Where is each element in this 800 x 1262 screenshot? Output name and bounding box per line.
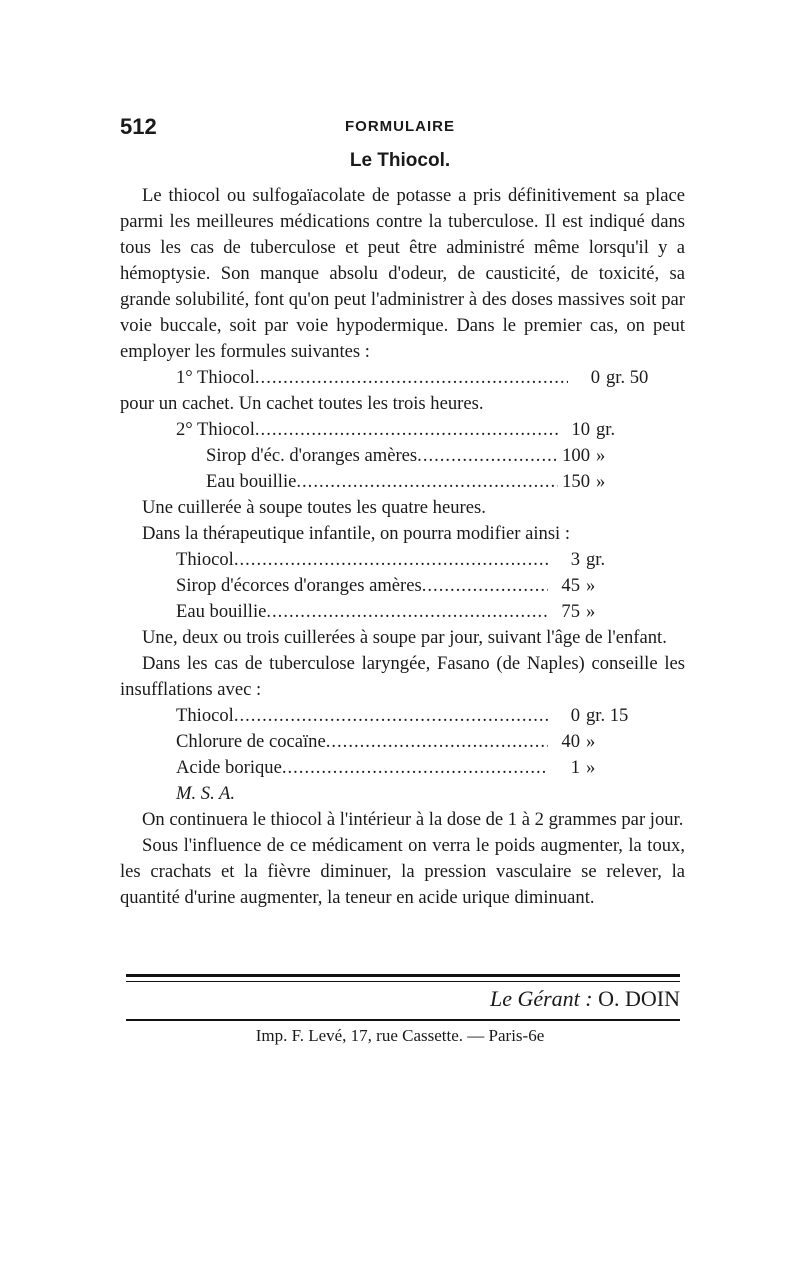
ingredient-name: Sirop d'éc. d'oranges amères — [206, 445, 418, 466]
formula-row — [176, 703, 636, 729]
formula-row — [176, 729, 636, 755]
gerant-name: O. DOIN — [598, 986, 680, 1011]
rule-thick — [126, 974, 680, 977]
ingredient-name: Thiocol — [176, 549, 234, 570]
leader-dots — [255, 365, 568, 391]
ingredient-qty: 1 — [570, 757, 580, 778]
formula-4 — [176, 703, 636, 807]
formula-1 — [176, 365, 656, 391]
ingredient-name: Eau bouillie — [206, 471, 297, 492]
ingredient-name: 2° Thiocol — [176, 419, 255, 440]
ingredient-qty: 45 — [561, 575, 580, 596]
leader-dots — [417, 443, 558, 469]
ingredient-name: Thiocol — [176, 705, 234, 726]
leader-dots — [282, 755, 548, 781]
formula-2 — [176, 417, 646, 495]
ingredient-qty: 0 — [570, 705, 580, 726]
ingredient-unit: » — [586, 601, 596, 622]
formula-row — [176, 365, 656, 391]
rule-thin — [126, 981, 680, 982]
ingredient-unit: gr. — [586, 549, 606, 570]
ingredient-unit: » — [596, 471, 606, 492]
leader-dots — [255, 417, 558, 443]
formula-ms: M. S. A. — [176, 783, 236, 804]
leader-dots — [234, 703, 548, 729]
paragraph-influence: Sous l'influence de ce médicament on verra le poids augmenter, la toux, les crachats et la fièvre diminuer, la pression vasculaire se relever, la quantité d'urine augmenter, la teneur en acide urique diminuant. — [120, 835, 685, 908]
paragraph-age: Une, deux ou trois cuillerées à soupe par jour, suivant l'âge de l'enfant. — [142, 627, 667, 648]
formula-row — [176, 573, 636, 599]
ingredient-qty: 10 — [571, 419, 590, 440]
paragraph-intro: Le thiocol ou sulfogaïacolate de potasse a pris définitivement sa place parmi les meilleures médications contre la tuberculose. Il est indiqué dans tous les cas de tuberculose et peut être administré même lorsqu'il y a hémoptysie. Son manque absolu d'odeur, de causticité, de toxicité, sa grande solubilité, font qu'on peut l'administrer à des doses massives soit par voie buccale, soit par voie hypodermique. Dans le premier cas, on peut employer les formules suivantes : — [120, 185, 685, 362]
paragraph-laryngee: Dans les cas de tuberculose laryngée, Fasano (de Naples) conseille les insufflations avec : — [120, 653, 685, 700]
formula-3 — [176, 547, 636, 625]
gerant-label: Le Gérant : — [489, 986, 593, 1011]
ingredient-qty: 75 — [561, 601, 580, 622]
formula-row — [176, 469, 646, 495]
ingredient-unit: gr. 50 — [606, 367, 649, 388]
ingredient-qty: 3 — [570, 549, 580, 570]
ingredient-unit: » — [596, 445, 606, 466]
ingredient-qty: 0 — [590, 367, 600, 388]
leader-dots — [422, 573, 548, 599]
ingredient-unit: » — [586, 757, 596, 778]
paragraph-continuation: On continuera le thiocol à l'intérieur à la dose de 1 à 2 grammes par jour. — [142, 809, 684, 830]
leader-dots — [266, 599, 548, 625]
ingredient-name: Sirop d'écorces d'oranges amères — [176, 575, 422, 596]
imprint-line: Imp. F. Levé, 17, rue Cassette. — Paris-6e — [255, 1026, 545, 1045]
ingredient-unit: gr. 15 — [586, 705, 629, 726]
ingredient-name: Chlorure de cocaïne — [176, 731, 326, 752]
ingredient-unit: » — [586, 575, 596, 596]
rule-bottom — [126, 1019, 680, 1021]
running-head: FORMULAIRE — [345, 118, 455, 135]
page-header — [120, 114, 680, 140]
formula-row — [176, 547, 636, 573]
paragraph-infantile: Dans la thérapeutique infantile, on pourra modifier ainsi : — [142, 523, 571, 544]
ingredient-name: Acide borique — [176, 757, 282, 778]
paragraph-dosage: Une cuillerée à soupe toutes les quatre heures. — [142, 497, 486, 518]
leader-dots — [234, 547, 548, 573]
leader-dots — [326, 729, 548, 755]
body-text — [120, 183, 685, 911]
section-title: Le Thiocol. — [349, 150, 451, 171]
formula-row — [176, 599, 636, 625]
ingredient-unit: » — [586, 731, 596, 752]
ingredient-qty: 100 — [562, 445, 590, 466]
leader-dots — [296, 469, 558, 495]
ingredient-name: Eau bouillie — [176, 601, 267, 622]
ingredient-unit: gr. — [596, 419, 616, 440]
paragraph-cachet: pour un cachet. Un cachet toutes les trois heures. — [120, 393, 484, 414]
footer-rules — [126, 974, 680, 982]
formula-row — [176, 443, 646, 469]
ingredient-qty: 40 — [561, 731, 580, 752]
ingredient-name: 1° Thiocol — [176, 367, 255, 388]
formula-row — [176, 417, 646, 443]
formula-row — [176, 755, 636, 781]
gerant-signature — [120, 986, 680, 1012]
ingredient-qty: 150 — [562, 471, 590, 492]
page-number: 512 — [120, 114, 157, 139]
